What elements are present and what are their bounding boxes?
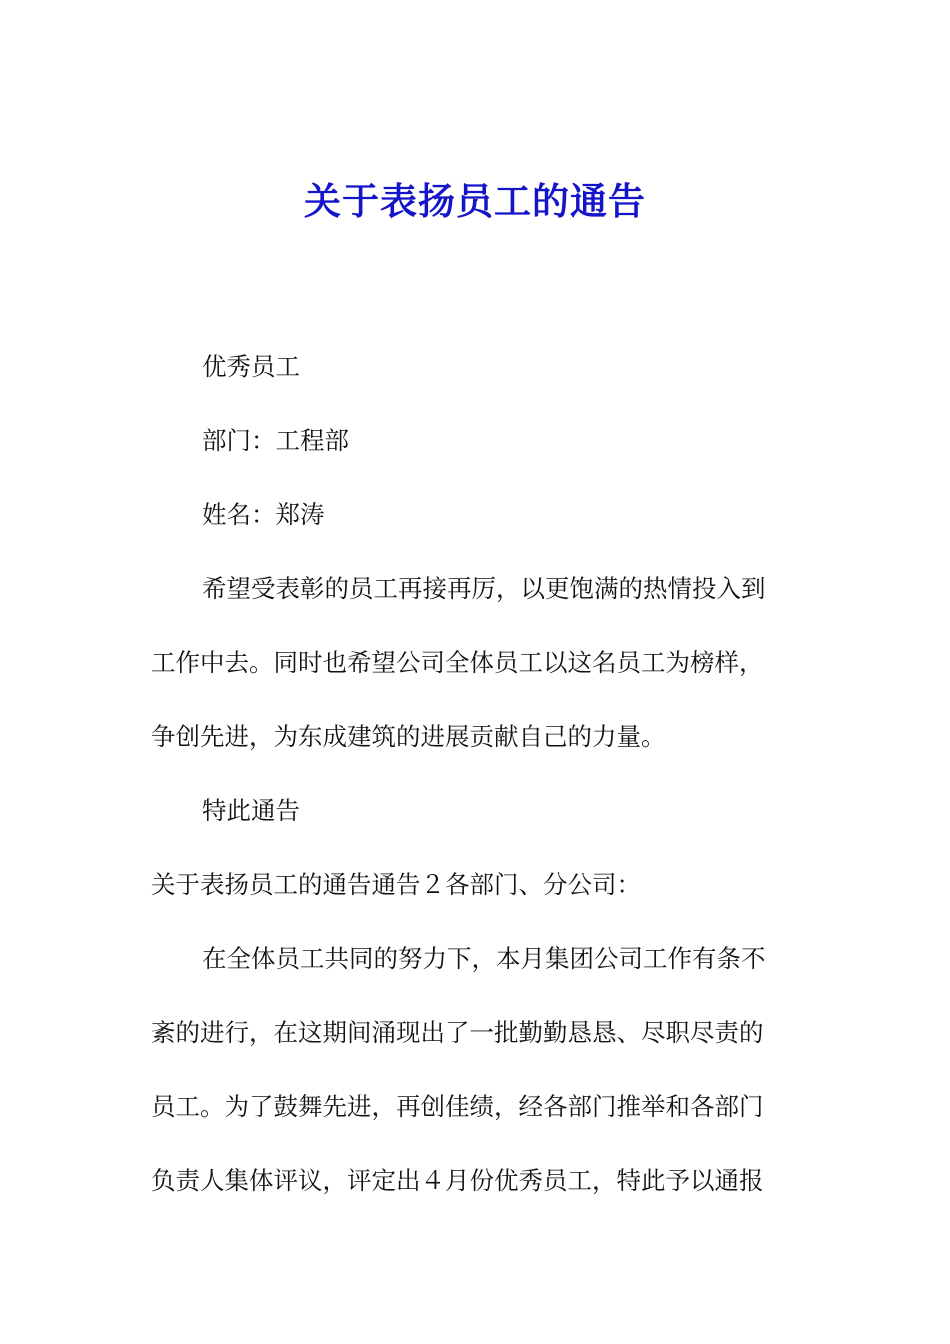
paragraph-line: 负责人集体评议，评定出４月份优秀员工，特此予以通报 (151, 1166, 764, 1195)
name-line: 姓名：郑涛 (202, 500, 325, 529)
notice-closing: 特此通告 (202, 796, 300, 825)
paragraph-line: 在全体员工共同的努力下，本月集团公司工作有条不 (202, 944, 766, 973)
section-heading-excellent-employee: 优秀员工 (202, 352, 300, 381)
document-title: 关于表扬员工的通告 (304, 180, 646, 223)
paragraph-line: 争创先进，为东成建筑的进展贡献自己的力量。 (151, 722, 666, 751)
paragraph-line: 希望受表彰的员工再接再厉，以更饱满的热情投入到 (202, 574, 766, 603)
document-body (151, 330, 796, 1218)
department-line: 部门：工程部 (202, 426, 349, 455)
paragraph-line: 工作中去。同时也希望公司全体员工以这名员工为榜样， (151, 648, 764, 677)
paragraph-line: 员工。为了鼓舞先进，再创佳绩，经各部门推举和各部门 (151, 1092, 764, 1121)
paragraph-line: 紊的进行，在这期间涌现出了一批勤勤恳恳、尽职尽责的 (151, 1018, 764, 1047)
second-notice-heading: 关于表扬员工的通告通告２各部门、分公司： (151, 870, 641, 899)
